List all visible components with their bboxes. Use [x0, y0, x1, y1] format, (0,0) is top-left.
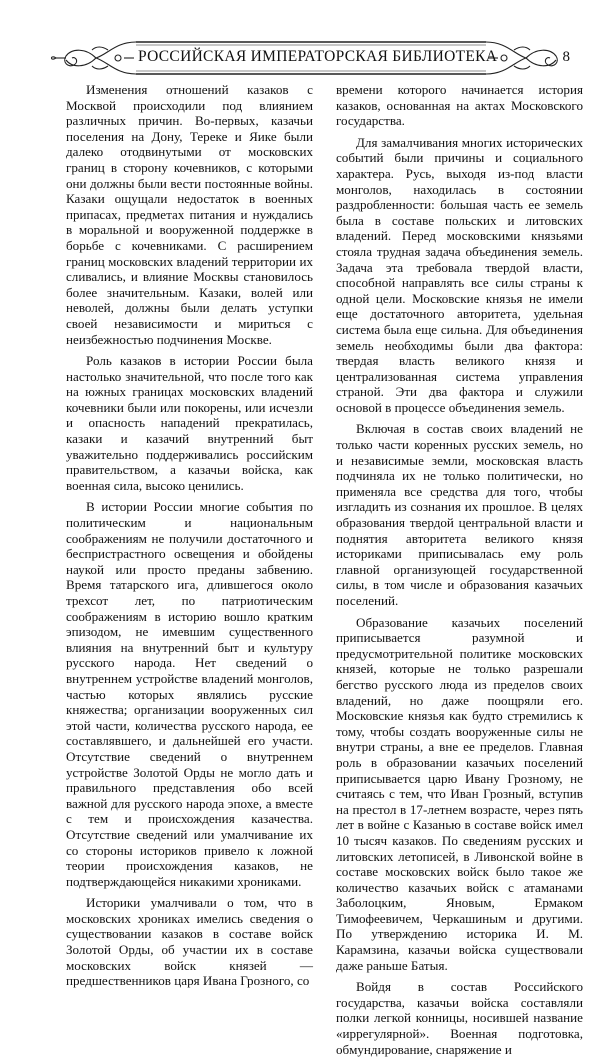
- paragraph: Для замалчивания многих исторических событий были причины и социального характера. Русь, выходя из-под власти монголов, находилась в состоянии раздробленности: большая часть ее земель была в составе польских и литовских владений. Перед московскими князьями стояла трудная задача объединения земель. Задача эта требовала твердой власти, способной направлять все силы страны к одной цели. Московские князья не имели еще достаточного авторитета, удельная система была еще сильна. Для объединения земель необходимы были два фактора: твердая власть великого князя и централизованная система управления страной. Эти два фактора и служили основой в процессе объединения земель.: [336, 134, 583, 415]
- body-text: [66, 82, 583, 1057]
- paragraph: Изменения отношений казаков с Москвой происходили под влиянием различных причин. Во-первых, казачьи поселения на Дону, Тереке и Яике были далеко отодвинутыми от московских границ в сторону кочевников, с которыми они должны были вести постоянные войны. Казаки ощущали недостаток в военных припасах, предметах питания и нуждались в моральной и вооруженной поддержке в борьбе с кочевниками. С расширением границ московских владений территории их сливались, и влияние Москвы становилось более значительным. Казаки, волей или неволей, должны были делать уступки своей независимости и мириться с неизбежностью подчинения Москве.: [66, 82, 313, 347]
- page-number: 8: [562, 49, 570, 65]
- running-title: РОССИЙСКАЯ ИМПЕРАТОРСКАЯ БИБЛИОТЕКА: [138, 48, 498, 65]
- paragraph: Образование казачьих поселений приписывается разумной и предусмотрительной политике московских князей, которые не только разрешали бегство русского люда из пределов своих владений, но даже поощряли его. Московские князья как будто стремились к тому, чтобы создать вооруженные силы не внутри страны, а вне ее пределов. Главная роль в образовании казачьих поселений приписывается царю Ивану Грозному, не считаясь с тем, что Иван Грозный, вступив на престол в 17-летнем возрасте, через пять лет в войне с Казанью в составе войск имел 10 тысяч казаков. По сведениям русских и литовских летописей, в Ливонской войне в составе московских войск было такое же количество казачьих войск с атаманами Заболоцким, Яновым, Ермаком Тимофеевичем, Черкашиным и другими. По утверждению историка И. М. Карамзина, казачьи войска существовали даже раньше Батыя.: [336, 614, 583, 973]
- paragraph: Войдя в состав Российского государства, казачьи войска составляли полки легкой конницы, носившей название «иррегулярной». Военная подготовка, обмундирование, снаряжение и: [336, 979, 583, 1057]
- paragraph-continued: времени которого начинается история казаков, основанная на актах Московского государства.: [336, 82, 583, 129]
- paragraph: Роль казаков в истории России была настолько значительной, что после того как на южных границах московских владений кочевники были или покорены, или исчезли и опасность нападений прекратилась, казаки и казачий внутренний быт уважительно поддерживались российским правительством, а казачьи войска, как военная сила, высоко ценились.: [66, 353, 313, 493]
- paragraph: Включая в состав своих владений не только части коренных русских земель, но и независимые земли, московская власть подчиняла их не только политически, но применяла все средства для того, чтобы изгладить из сознания их прошлое. В целях образования твердой центральной власти и поднятия авторитета великого князя историками приписывалась ему роль главной организующей государственной силы, в том числе и образования казачьих поселений.: [336, 421, 583, 608]
- right-column: [336, 82, 583, 1057]
- paragraph: В истории России многие события по политическим и национальным соображениям не получили достаточного и беспристрастного освещения и обойдены наукой или просто преданы забвению. Время татарского ига, длившегося около трехсот лет, по патриотическим соображениям в историю вошло кратким эпизодом, не имевшим существенного влияния на внутренний быт и культуру русского народа. Нет сведений о внутреннем устройстве владений монголов, частью которых являлись русские княжества; организации вооруженных сил этой части, количества русского народа, ее составлявшего, и дальнейшей его участи. Отсутствие сведений о внутреннем устройстве Золотой Орды не могло дать и правильного представления обо всей важной для русского народа эпохе, а вместе с тем и происхождения казачества. Отсутствие сведений или умалчивание их со стороны историков привело к ложной теории происхождения казаков, не подтверждающейся никакими хрониками.: [66, 499, 313, 889]
- paragraph: Историки умалчивали о том, что в московских хрониках имелись сведения о существовании казаков в составе войск Золотой Орды, об участии их в составе московских войск князей — предшественников царя Ивана Грозного, со: [66, 895, 313, 989]
- left-column: [66, 82, 313, 989]
